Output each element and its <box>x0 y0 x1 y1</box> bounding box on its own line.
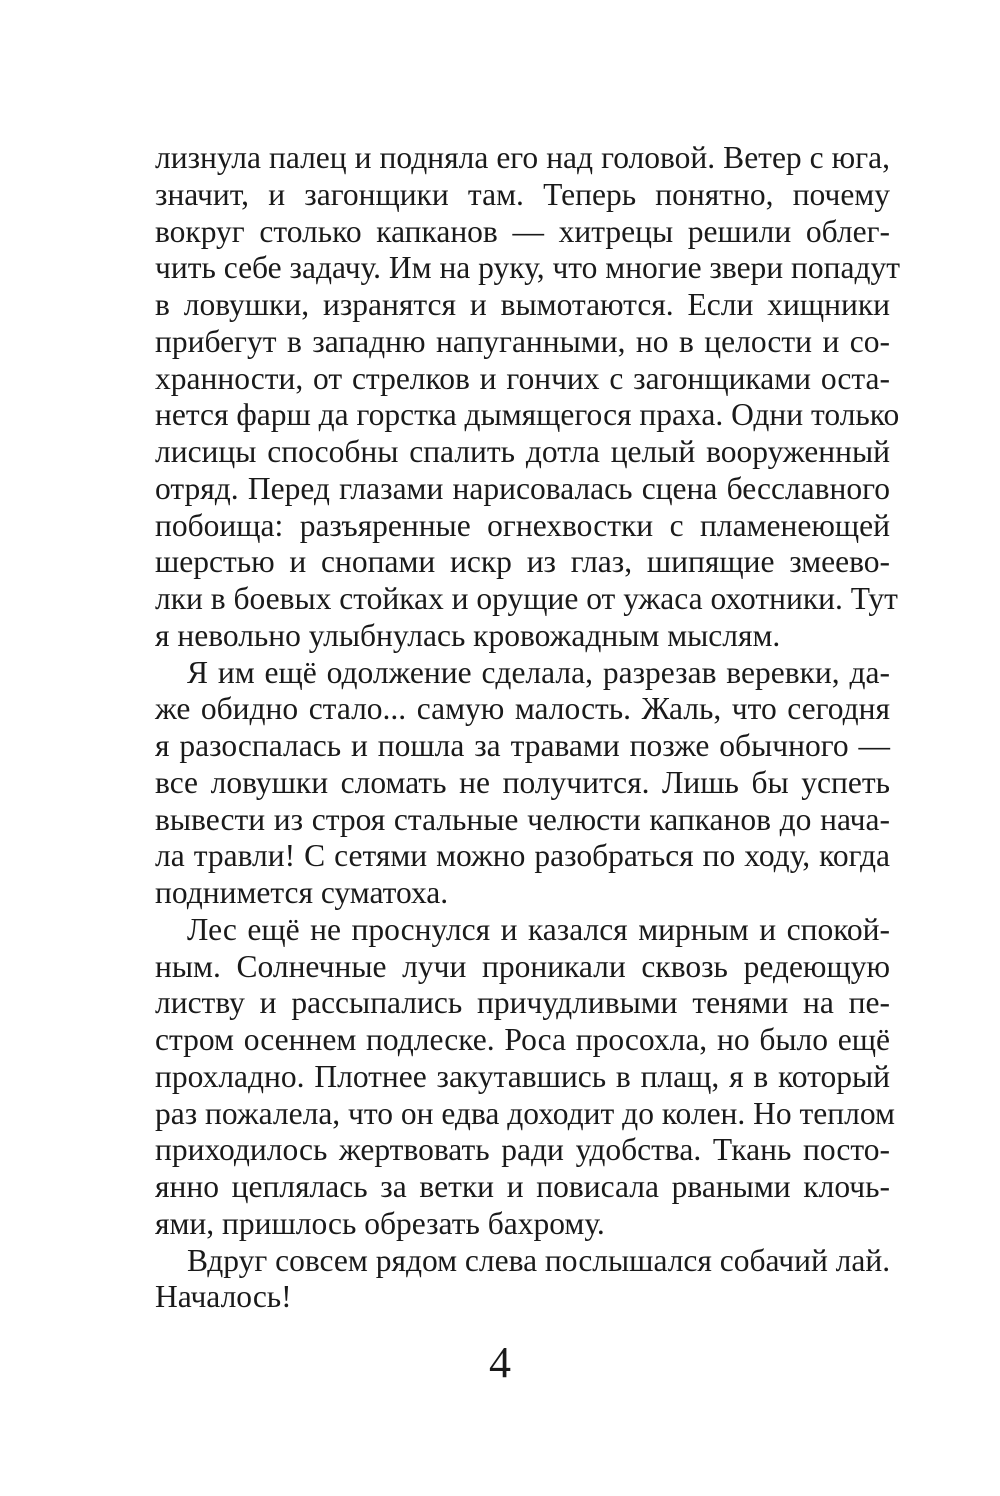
page-number: 4 <box>489 1338 511 1387</box>
text-line: прохладно. Плотнее закутавшись в плащ, я в который <box>155 1058 890 1094</box>
text-line: лки в боевых стойках и орущие от ужаса охотники. Тут <box>155 581 898 616</box>
text-line: Я им ещё одолжение сделала, разрезав веревки, да- <box>187 654 890 690</box>
text-line: Началось! <box>155 1279 292 1315</box>
text-line: побоища: разъяренные огнехвостки с пламенеющей <box>155 507 890 543</box>
text-line: шерстью и снопами искр из глаз, шипящие змеево- <box>155 544 890 580</box>
text-line: же обидно стало... самую малость. Жаль, что сегодня <box>155 691 890 727</box>
text-line: значит, и загонщики там. Теперь понятно, почему <box>155 176 890 212</box>
text-line: Вдруг совсем рядом слева послышался собачий лай. <box>187 1242 891 1278</box>
text-line: лисицы способны спалить дотла целый вооруженный <box>155 434 890 469</box>
text-line: приходилось жертвовать ради удобства. Ткань посто- <box>155 1132 890 1168</box>
text-line: я разоспалась и пошла за травами позже обычного — <box>155 728 890 763</box>
text-line: вывести из строя стальные челюсти капканов до нача- <box>155 801 890 837</box>
text-line: все ловушки сломать не получится. Лишь бы успеть <box>155 764 890 800</box>
text-line: листву и рассыпались причудливыми тенями на пе- <box>155 985 890 1021</box>
text-line: прибегут в западню напуганными, но в целости и со- <box>155 323 890 359</box>
body-text <box>155 140 901 1316</box>
text-line: нется фарш да горстка дымящегося праха. Одни только <box>155 397 900 433</box>
text-line: лизнула палец и подняла его над головой. Ветер с юга, <box>155 140 890 175</box>
text-line: чить себе задачу. Им на руку, что многие звери попадут <box>155 250 901 286</box>
text-line: отряд. Перед глазами нарисовалась сцена бесславного <box>155 470 890 506</box>
text-line: стром осеннем подлеске. Роса просохла, но было ещё <box>155 1022 890 1057</box>
text-line: вокруг столько капканов — хитрецы решили облег- <box>155 213 890 249</box>
text-line: поднимется суматоха. <box>155 875 449 910</box>
text-line: хранности, от стрелков и гончих с загонщиками оста- <box>155 360 890 396</box>
text-line: Лес ещё не проснулся и казался мирным и спокой- <box>187 911 890 947</box>
text-line: в ловушки, изранятся и вымотаются. Если хищники <box>155 287 890 322</box>
text-line: ями, пришлось обрезать бахрому. <box>155 1205 605 1241</box>
text-line: раз пожалела, что он едва доходит до колен. Но теплом <box>155 1095 895 1131</box>
text-line: ла травли! С сетями можно разобраться по ходу, когда <box>155 838 890 874</box>
text-line: я невольно улыбнулась кровожадным мыслям. <box>155 617 781 653</box>
text-line: ным. Солнечные лучи проникали сквозь редеющую <box>155 948 890 984</box>
text-line: янно цеплялась за ветки и повисала рваными клочь- <box>155 1169 890 1204</box>
